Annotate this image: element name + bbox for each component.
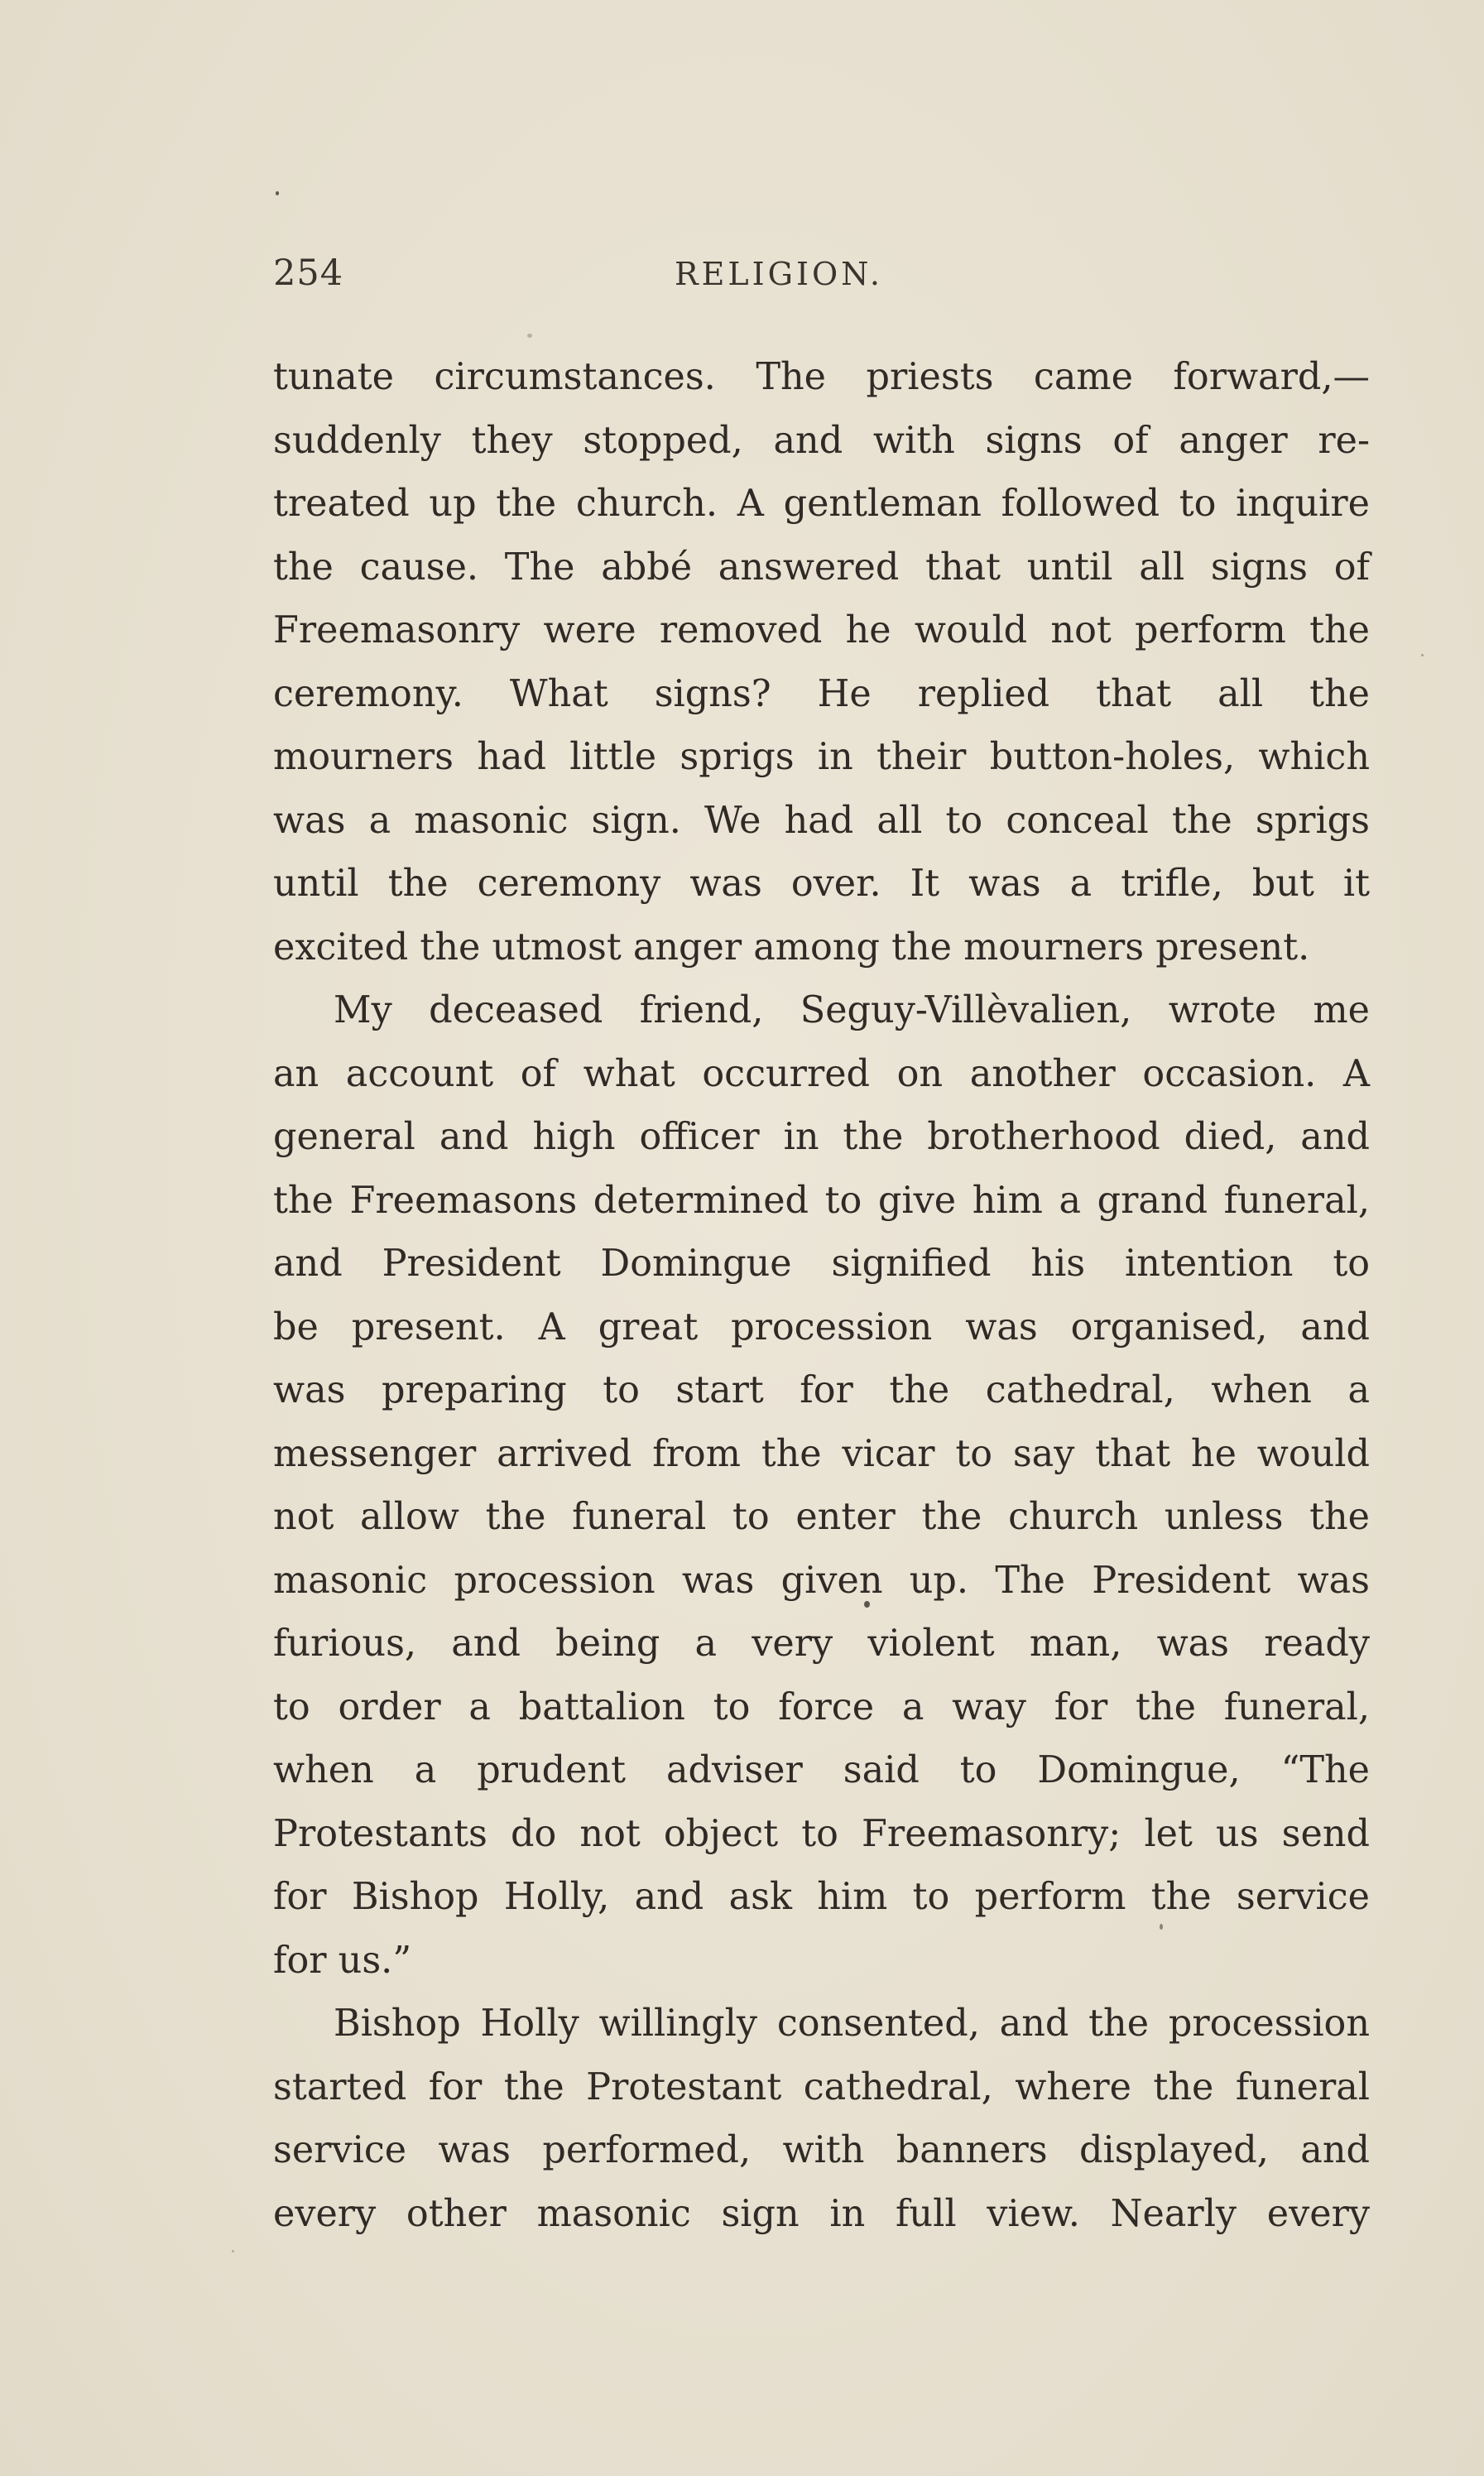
text-line: started for the Protestant cathedral, where the funeral (273, 2065, 1370, 2108)
text-line: the Freemasons determined to give him a grand funeral, (273, 1179, 1370, 1222)
text-line: every other masonic sign in full view. Nearly every (273, 2192, 1370, 2235)
text-line: excited the utmost anger among the mourners present. (273, 925, 1310, 969)
text-line: suddenly they stopped, and with signs of anger re- (273, 419, 1370, 462)
text-line: treated up the church. A gentleman followed to inquire (273, 483, 1370, 525)
text-line: was a masonic sign. We had all to conceal the sprigs (273, 799, 1370, 842)
text-line: when a prudent adviser said to Domingue, “The (273, 1749, 1370, 1791)
text-line: My deceased friend, Seguy-Villèvalien, wrote me (334, 989, 1370, 1031)
text-line: ceremony. What signs? He replied that all the (273, 672, 1370, 715)
text-line: for us.” (273, 1939, 412, 1982)
text-line: masonic procession was given up. The President was (273, 1559, 1370, 1602)
text-line: mourners had little sprigs in their button-holes, which (273, 736, 1370, 778)
text-line: Freemasonry were removed he would not perform the (273, 609, 1370, 651)
text-line: messenger arrived from the vicar to say that he would (273, 1432, 1370, 1475)
page-number: 254 (273, 252, 344, 294)
paper-speck (276, 191, 279, 195)
paper-speck (232, 2250, 234, 2252)
text-line: an account of what occurred on another occasion. A (273, 1052, 1370, 1095)
text-line: Bishop Holly willingly consented, and the procession (334, 2002, 1370, 2045)
running-head: RELIGION. (675, 256, 884, 292)
text-line: and President Domingue signified his intention to (273, 1243, 1370, 1285)
text-line: service was performed, with banners displayed, and (273, 2129, 1370, 2171)
text-line: furious, and being a very violent man, was ready (273, 1623, 1370, 1665)
text-line: the cause. The abbé answered that until all signs of (273, 546, 1370, 589)
text-line: to order a battalion to force a way for the funeral, (273, 1685, 1370, 1728)
paper-speck (1160, 1924, 1163, 1930)
text-line: Protestants do not object to Freemasonry; let us send (273, 1812, 1370, 1855)
paper-speck (527, 334, 532, 338)
text-line: was preparing to start for the cathedral, when a (273, 1369, 1370, 1411)
text-line: general and high officer in the brotherhood died, and (273, 1116, 1370, 1158)
page-header (273, 252, 1370, 302)
body-text (273, 346, 1370, 2246)
paper-speck (864, 1601, 870, 1608)
text-line: not allow the funeral to enter the church unless the (273, 1496, 1370, 1538)
paper-speck (1421, 654, 1424, 656)
text-line: tunate circumstances. The priests came forward,— (273, 356, 1370, 398)
text-line: for Bishop Holly, and ask him to perform the service (273, 1876, 1370, 1918)
text-line: be present. A great procession was organised, and (273, 1305, 1370, 1349)
text-line: until the ceremony was over. It was a trifle, but it (273, 863, 1370, 905)
